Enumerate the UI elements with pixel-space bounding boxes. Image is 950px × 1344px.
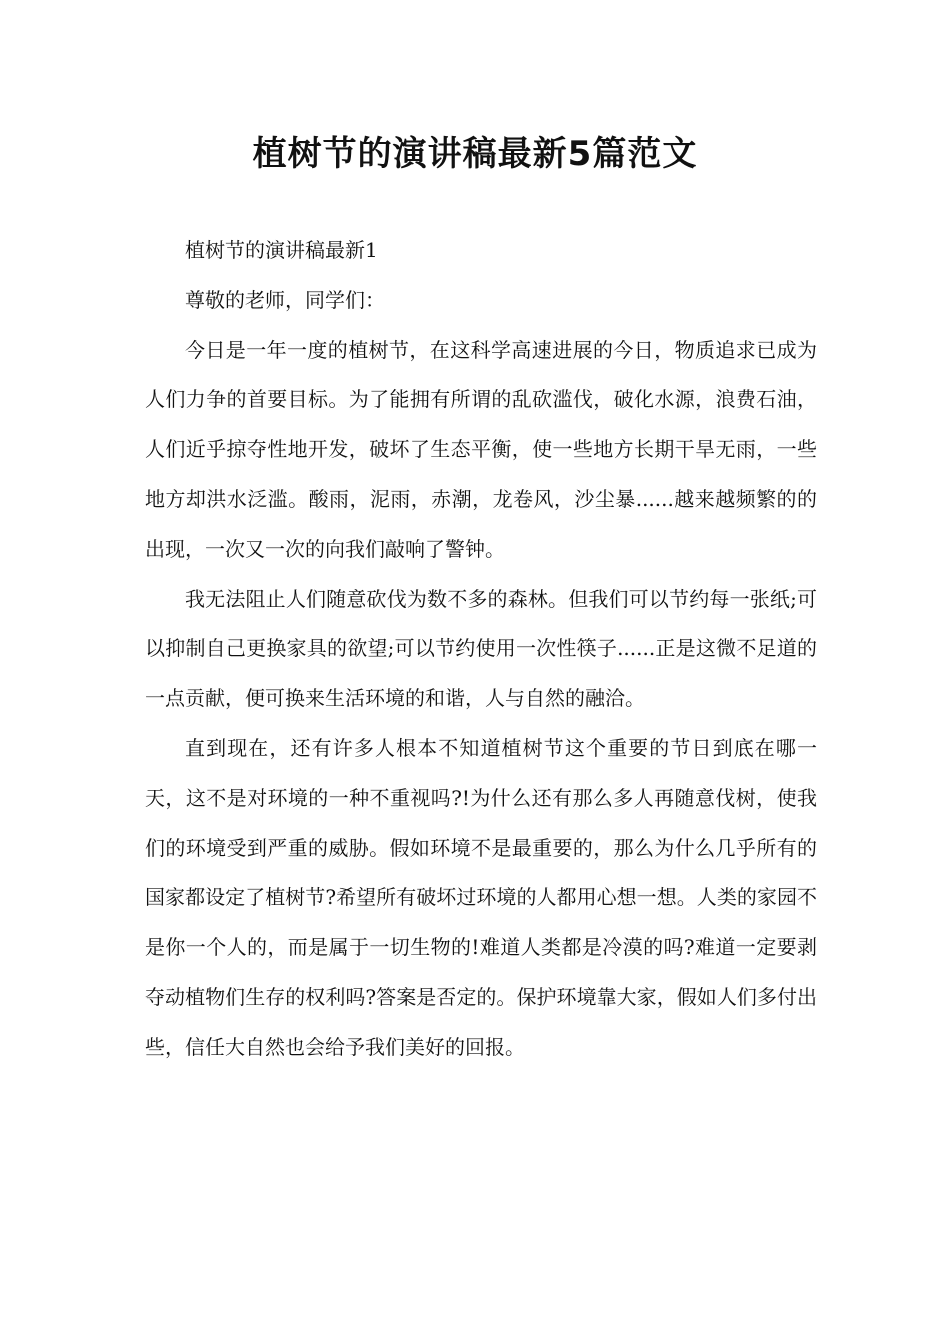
paragraph-1: 今日是一年一度的植树节，在这科学高速进展的今日，物质追求已成为人们力争的首要目标。为了能拥有所谓的乱砍滥伐，破化水源，浪费石油，人们近乎掠夺性地开发，破坏了生态平衡，使一些地方长期干旱无雨，一些地方却洪水泛滥。酸雨，泥雨，赤潮，龙卷风，沙尘暴......越来越频繁的的出现，一次又一次的向我们敲响了警钟。 bbox=[145, 337, 817, 561]
paragraph-3: 直到现在，还有许多人根本不知道植树节这个重要的节日到底在哪一天，这不是对环境的一种不重视吗?!为什么还有那么多人再随意伐树，使我们的环境受到严重的威胁。假如环境不是最重要的，那么为什么几乎所有的国家都设定了植树节?希望所有破坏过环境的人都用心想一想。人类的家园不是你一个人的，而是属于一切生物的!难道人类都是冷漠的吗?难道一定要剥夺动植物们生存的权利吗?答案是否定的。保护环境靠大家，假如人们多付出些，信任大自然也会给予我们美好的回报。 bbox=[145, 735, 817, 1059]
document-body bbox=[145, 226, 817, 1073]
section-heading: 植树节的演讲稿最新1 bbox=[185, 238, 378, 262]
document-title: 植树节的演讲稿最新5篇范文 bbox=[252, 134, 698, 174]
paragraph-2: 我无法阻止人们随意砍伐为数不多的森林。但我们可以节约每一张纸;可以抑制自己更换家具的欲望;可以节约使用一次性筷子......正是这微不足道的一点贡献，便可换来生活环境的和谐，人与自然的融洽。 bbox=[145, 586, 817, 711]
salutation: 尊敬的老师，同学们： bbox=[185, 287, 385, 312]
